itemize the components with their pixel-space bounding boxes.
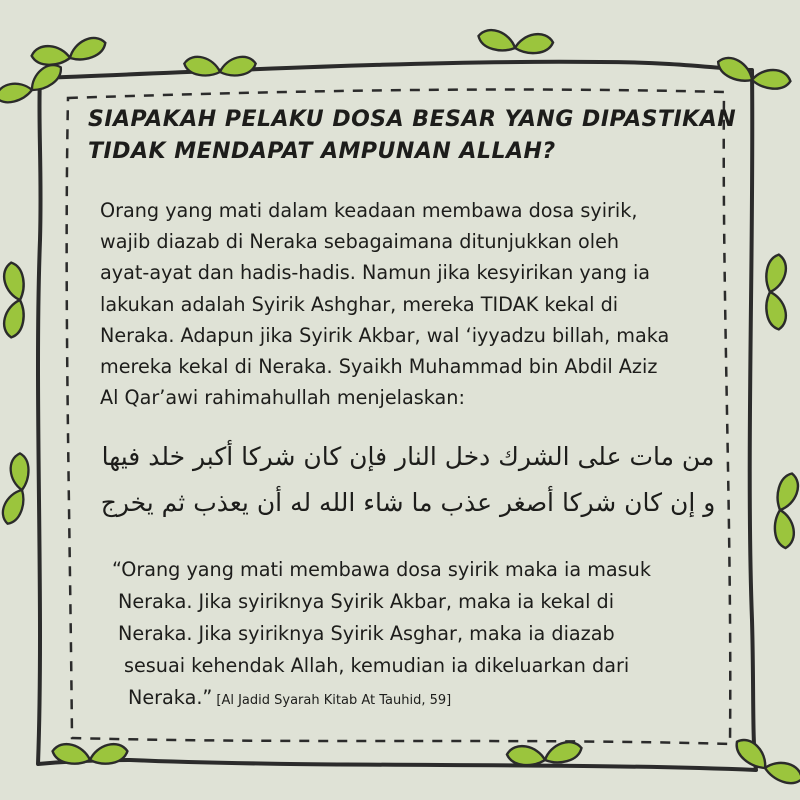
quote-line: sesuai kehendak Allah, kemudian ia dikeluarkan dari <box>124 654 630 677</box>
leaf-right-low <box>773 472 799 548</box>
leaf-top-right <box>477 29 553 55</box>
title-line: SIAPAKAH PELAKU DOSA BESAR YANG DIPASTIKAN <box>88 107 737 132</box>
quote-line: Neraka.” <box>128 686 213 709</box>
leaf-right-mid <box>766 255 785 330</box>
body-line: Al Qar’awi rahimahullah menjelaskan: <box>100 386 465 410</box>
leaf-left-mid-low <box>1 452 32 526</box>
citation: [Al Jadid Syarah Kitab At Tauhid, 59] <box>216 693 452 708</box>
leaf-left-top <box>0 61 66 108</box>
leaf-left-mid <box>4 263 23 338</box>
arabic-quote <box>88 434 728 526</box>
quote-line: Neraka. Jika syiriknya Syirik Asghar, maka ia diazab <box>118 622 615 645</box>
page-title <box>88 104 737 168</box>
body-line: Orang yang mati dalam keadaan membawa dosa syirik, <box>100 199 638 222</box>
body-line: ayat-ayat dan hadis-hadis. Namun jika kesyirikan yang ia <box>100 261 651 285</box>
quote-line: “Orang yang mati membawa dosa syirik maka ia masuk <box>112 558 651 581</box>
leaf-bottom-left <box>53 744 128 763</box>
title-line: TIDAK MENDAPAT AMPUNAN ALLAH? <box>88 139 556 164</box>
leaf-bottom-right <box>731 736 800 790</box>
body-line: mereka kekal di Neraka. Syaikh Muhammad bin Abdil Aziz <box>100 355 658 379</box>
quote-last-line <box>128 682 752 717</box>
quote-line: Neraka. Jika syiriknya Syirik Akbar, maka ia kekal di <box>118 590 615 613</box>
leaf-top-center <box>184 57 255 76</box>
arabic-line: من مات على الشرك دخل النار فإن كان شركا أكبر خلد فيها <box>101 442 715 471</box>
translation-quote <box>112 554 752 717</box>
arabic-line: و إن كان شركا أصغر عذب ما شاء الله له أن يعذب ثم يخرج <box>100 488 716 517</box>
leaf-bottom-center <box>506 741 582 767</box>
body-line: lakukan adalah Syirik Ashghar, mereka TIDAK kekal di <box>100 292 619 316</box>
body-line: Neraka. Adapun jika Syirik Akbar, wal ‘iyyadzu billah, maka <box>100 323 670 347</box>
body-line: wajib diazab di Neraka sebagaimana ditunjukkan oleh <box>100 230 620 254</box>
body-paragraph <box>100 195 740 413</box>
leaf-top-left <box>30 36 107 68</box>
